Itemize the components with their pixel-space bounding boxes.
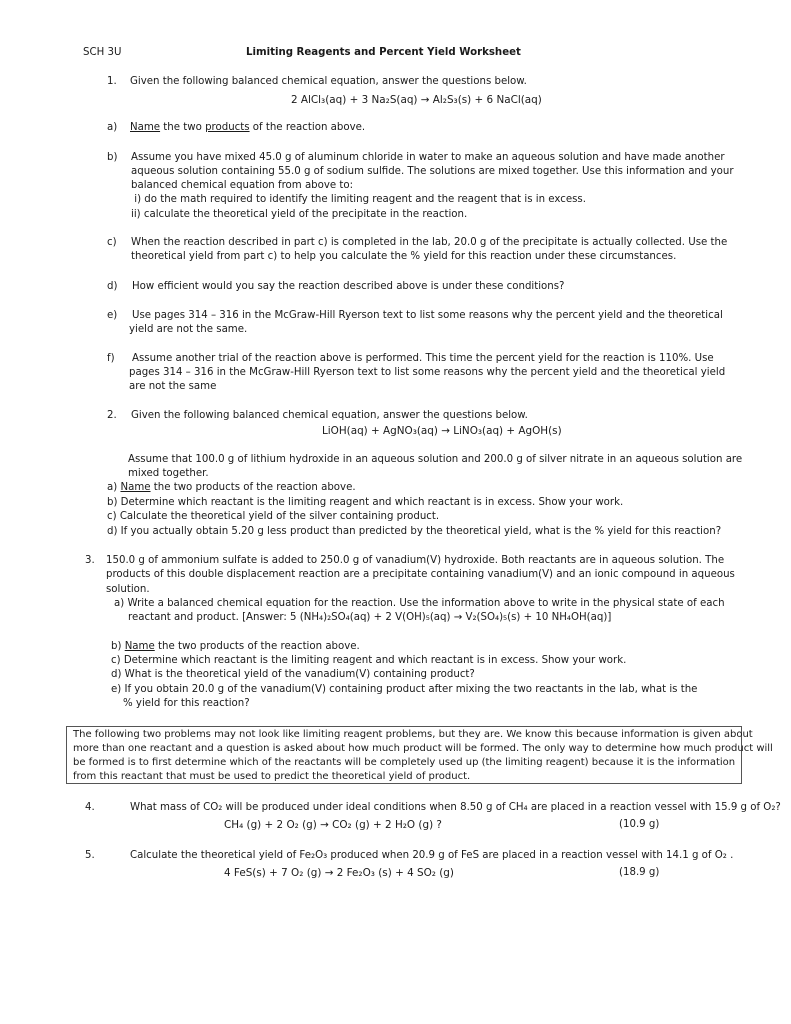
question-text: Calculate the theoretical yield of Fe₂O₃ produced when 20.9 g of FeS are placed in a reaction vessel with 14.1 g of O₂ . xyxy=(130,850,734,861)
part-c: c) Calculate the theoretical yield of the silver containing product. xyxy=(107,511,440,522)
part-f-line: are not the same xyxy=(129,381,217,392)
part-b-line: ii) calculate the theoretical yield of the precipitate in the reaction. xyxy=(131,209,468,220)
underlined-word: products xyxy=(205,122,250,133)
text: the two products of the reaction above. xyxy=(154,641,360,652)
chemical-equation: 2 AlCl₃(aq) + 3 Na₂S(aq) → Al₂S₃(s) + 6 NaCl(aq) xyxy=(291,94,542,106)
part-d: d) If you actually obtain 5.20 g less product than predicted by the theoretical yield, what is the % yield for this reaction? xyxy=(107,526,722,537)
part-d-text: How efficient would you say the reaction described above is under these conditions? xyxy=(132,281,565,292)
note-line: The following two problems may not look like limiting reagent problems, but they are. We know this because information is given about xyxy=(73,729,753,740)
part-c: c) Determine which reactant is the limiting reagent and which reactant is in excess. Show your work. xyxy=(111,655,627,666)
part-label: a) xyxy=(107,122,118,133)
question-number: 2. xyxy=(107,410,117,421)
part-a-answer: reactant and product. [Answer: 5 (NH₄)₂SO₄(aq) + 2 V(OH)₅(aq) → V₂(SO₄)₅(s) + 10 NH₄OH(aq)] xyxy=(128,612,612,623)
question-number: 3. xyxy=(85,555,95,566)
note-line: be formed is to first determine which of the reactants will be completely used up (the limiting reagent) because it is the information xyxy=(73,757,736,768)
part-b-line: balanced chemical equation from above to: xyxy=(131,180,354,191)
question-number: 1. xyxy=(107,76,117,87)
text: of the reaction above. xyxy=(249,122,366,133)
part-b-line: Assume you have mixed 45.0 g of aluminum chloride in water to make an aqueous solution and have made another xyxy=(131,152,725,163)
part-c-line: When the reaction described in part c) is completed in the lab, 20.0 g of the precipitate is actually collected. Use the xyxy=(131,237,728,248)
part-a xyxy=(107,481,356,495)
note-line: more than one reactant and a question is asked about how much product will be formed. The only way to determine how much product will xyxy=(73,743,773,754)
part-c-line: theoretical yield from part c) to help you calculate the % yield for this reaction under these circumstances. xyxy=(131,251,677,262)
question-number: 5. xyxy=(85,850,95,861)
part-b-line: i) do the math required to identify the limiting reagent and the reagent that is in excess. xyxy=(131,194,586,205)
underlined-word: Name xyxy=(124,641,155,652)
chemical-equation: 4 FeS(s) + 7 O₂ (g) → 2 Fe₂O₃ (s) + 4 SO₂ (g) xyxy=(224,867,454,879)
text: the two products of the reaction above. xyxy=(150,482,356,493)
assumption-line: mixed together. xyxy=(128,468,209,479)
part-b xyxy=(111,640,360,654)
underlined-word: Name xyxy=(130,122,161,133)
question-line: products of this double displacement reaction are a precipitate containing vanadium(V) and an ionic compound in aqueous xyxy=(106,569,735,580)
part-b: b) Determine which reactant is the limiting reagent and which reactant is in excess. Show your work. xyxy=(107,497,624,508)
chemical-equation: LiOH(aq) + AgNO₃(aq) → LiNO₃(aq) + AgOH(s) xyxy=(322,425,562,437)
course-code: SCH 3U xyxy=(83,47,122,58)
part-label: c) xyxy=(107,237,117,248)
part-f-line: Assume another trial of the reaction above is performed. This time the percent yield for the reaction is 110%. Use xyxy=(132,353,714,364)
part-f-line: pages 314 – 316 in the McGraw-Hill Ryerson text to list some reasons why the percent yield and the theoretical yield xyxy=(129,367,726,378)
question-text: What mass of CO₂ will be produced under ideal conditions when 8.50 g of CH₄ are placed in a reaction vessel with 15.9 g of O₂? xyxy=(130,802,781,813)
part-label: f) xyxy=(107,353,115,364)
part-b-line: aqueous solution containing 55.0 g of sodium sulfide. The solutions are mixed together. Use this information and your xyxy=(131,166,734,177)
question-line: solution. xyxy=(106,584,150,595)
part-d: d) What is the theoretical yield of the vanadium(V) containing product? xyxy=(111,669,475,680)
part-e-line: e) If you obtain 20.0 g of the vanadium(V) containing product after mixing the two reactants in the lab, what is the xyxy=(111,684,698,695)
answer-value: (18.9 g) xyxy=(619,867,660,878)
underlined-word: Name xyxy=(120,482,151,493)
chemical-equation: CH₄ (g) + 2 O₂ (g) → CO₂ (g) + 2 H₂O (g) ? xyxy=(224,819,442,831)
question-intro: Given the following balanced chemical equation, answer the questions below. xyxy=(130,76,527,87)
part-label: b) xyxy=(111,641,125,652)
answer-value: (10.9 g) xyxy=(619,819,660,830)
question-line: 150.0 g of ammonium sulfate is added to 250.0 g of vanadium(V) hydroxide. Both reactants are in aqueous solution. The xyxy=(106,555,725,566)
page-title: Limiting Reagents and Percent Yield Worksheet xyxy=(246,47,521,58)
part-label: d) xyxy=(107,281,118,292)
question-intro: Given the following balanced chemical equation, answer the questions below. xyxy=(131,410,528,421)
part-e-line: % yield for this reaction? xyxy=(123,698,250,709)
note-box xyxy=(66,726,773,784)
part-e-line: yield are not the same. xyxy=(129,324,248,335)
part-label: e) xyxy=(107,310,118,321)
note-line: from this reactant that must be used to predict the theoretical yield of product. xyxy=(73,771,471,782)
part-e-line: Use pages 314 – 316 in the McGraw-Hill Ryerson text to list some reasons why the percent yield and the theoretical xyxy=(132,310,723,321)
part-label: b) xyxy=(107,152,118,163)
part-label: a) xyxy=(107,482,118,493)
part-a-line: a) Write a balanced chemical equation for the reaction. Use the information above to write in the physical state of each xyxy=(114,598,725,609)
text: the two xyxy=(160,122,206,133)
question-number: 4. xyxy=(85,802,95,813)
assumption-line: Assume that 100.0 g of lithium hydroxide in an aqueous solution and 200.0 g of silver nitrate in an aqueous solution are xyxy=(128,454,743,465)
part-a-text xyxy=(130,121,365,135)
